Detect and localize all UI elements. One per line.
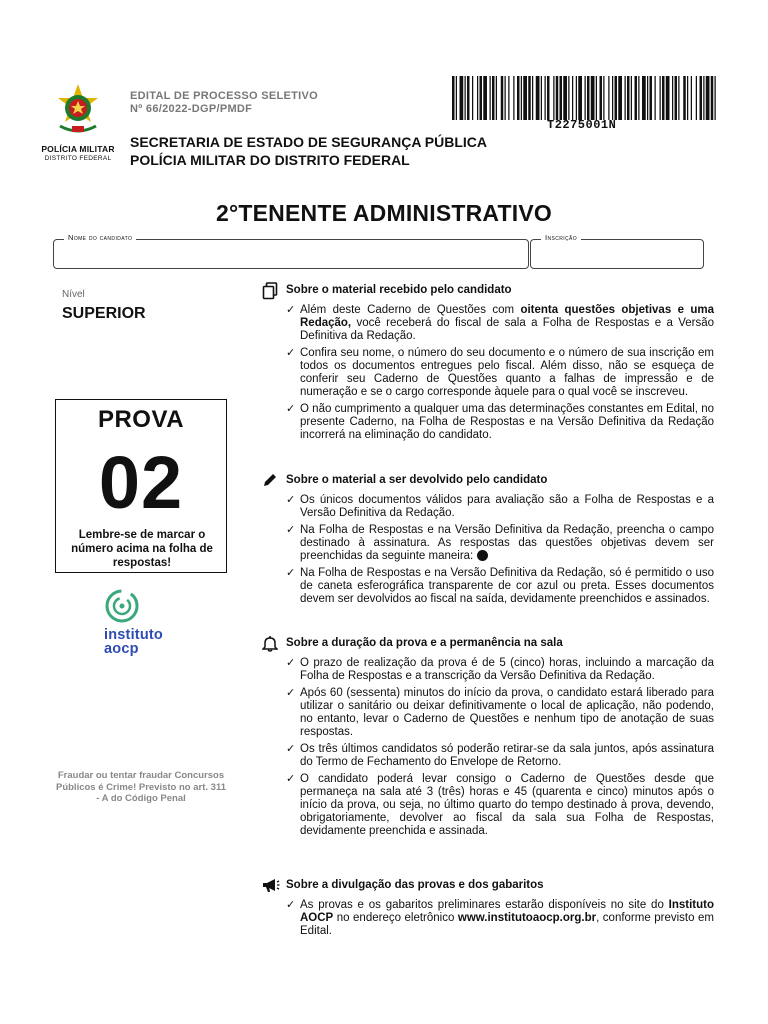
check-icon: ✓: [286, 347, 296, 359]
barcode-bar: [528, 76, 531, 120]
barcode-bar: [655, 76, 656, 120]
barcode-bar: [603, 76, 604, 120]
barcode-bar: [638, 76, 639, 120]
barcode-bar: [585, 76, 586, 120]
pencil-icon: [262, 472, 278, 488]
aocp-wordmark: [104, 628, 163, 656]
barcode-bar: [706, 76, 710, 120]
barcode-bar: [711, 76, 714, 120]
nivel-value: SUPERIOR: [62, 305, 146, 322]
barcode-bar: [687, 76, 688, 120]
list-item: ✓ Os três últimos candidatos só poderão retirar-se da sala juntos, após assinatura do Termo de Fechamento do Envelope de Retorno.: [286, 743, 714, 768]
section-material-devolvido: [262, 474, 714, 610]
barcode-bar: [467, 76, 470, 120]
prova-number: 02: [98, 441, 184, 524]
list-item: ✓ Na Folha de Respostas e na Versão Definitiva da Redação, só é permitido o uso de caneta esferográfica transparente de cor azul ou preta. Esses documentos devem ser devolvidos ao fiscal na saída, devidamente preenchidos e assinados.: [286, 567, 714, 605]
barcode-bar: [523, 76, 527, 120]
section-title: Sobre a duração da prova e a permanência na sala: [286, 637, 563, 649]
section-title: Sobre o material recebido pelo candidato: [286, 284, 512, 296]
barcode-bar: [532, 76, 533, 120]
section-header: [262, 284, 714, 300]
crime-warning: Fraudar ou tentar fraudar Concursos Públicos é Crime! Previsto no art. 311 - A do Código Penal: [55, 770, 226, 804]
barcode-bar: [618, 76, 622, 120]
section-header: [262, 474, 714, 490]
barcode-bar: [635, 76, 638, 120]
barcode-bar: [536, 76, 540, 120]
check-icon: ✓: [286, 773, 296, 785]
aocp-emblem-icon: [104, 588, 140, 624]
barcode-bar: [576, 76, 577, 120]
barcode-bar: [666, 76, 670, 120]
barcode-bar: [505, 76, 506, 120]
prova-note: Lembre-se de marcar o número acima na folha de respostas!: [71, 529, 213, 569]
barcode-bar: [492, 76, 495, 120]
agency-block: [130, 133, 487, 169]
aocp-line-1: instituto: [104, 627, 163, 643]
pmdf-logo: [38, 82, 118, 166]
barcode-bar: [483, 76, 487, 120]
aocp-logo: [100, 588, 190, 658]
inscricao-label: Inscrição: [541, 233, 581, 242]
barcode: [452, 76, 718, 120]
edital-info: [130, 90, 318, 116]
barcode-bar: [600, 76, 603, 120]
check-icon: ✓: [286, 567, 296, 579]
edital-line-2: Nº 66/2022-DGP/PMDF: [130, 103, 253, 115]
check-icon: ✓: [286, 743, 296, 755]
barcode-bar: [587, 76, 590, 120]
barcode-bar: [547, 76, 550, 120]
list-item: ✓ As provas e os gabaritos preliminares estarão disponíveis no site do Instituto AOCP no endereço eletrônico www.institutoaocp.org.br, conforme previsto em Edital.: [286, 899, 714, 937]
barcode-bar: [625, 76, 626, 120]
policia-name: POLÍCIA MILITAR DO DISTRITO FEDERAL: [130, 152, 410, 168]
barcode-bar: [660, 76, 661, 120]
pmdf-emblem-icon: [50, 82, 106, 142]
list-item: ✓ Após 60 (sessenta) minutos do início da prova, o candidato estará liberado para utilizar o sanitário ou deixar definitivamente o local de aplicação, não podendo, no entanto, levar o Caderno de Questões e nenhum tipo de anotação de suas respostas.: [286, 687, 714, 738]
megaphone-icon: [262, 877, 280, 893]
barcode-bar: [631, 76, 632, 120]
barcode-bar: [560, 76, 563, 120]
inscricao-field[interactable]: [530, 233, 704, 269]
document-copy-icon: [262, 282, 278, 300]
barcode-bar: [472, 76, 473, 120]
section-divulgacao: [262, 879, 714, 942]
check-icon: ✓: [286, 899, 296, 911]
barcode-bar: [517, 76, 520, 120]
barcode-bar: [496, 76, 497, 120]
barcode-bar: [556, 76, 559, 120]
prova-box: [55, 399, 227, 573]
barcode-bar: [596, 76, 597, 120]
barcode-number: T2275001N: [547, 118, 617, 132]
section-header: [262, 637, 714, 653]
barcode-bar: [678, 76, 679, 120]
barcode-bar: [521, 76, 522, 120]
barcode-bar: [591, 76, 595, 120]
check-icon: ✓: [286, 524, 296, 536]
prova-title: PROVA: [97, 406, 185, 433]
section-material-recebido: [262, 284, 714, 446]
edital-line-1: EDITAL DE PROCESSO SELETIVO: [130, 90, 318, 102]
filled-bubble-icon: [477, 550, 488, 561]
barcode-bar: [568, 76, 569, 120]
aocp-line-2: aocp: [104, 641, 139, 657]
barcode-bar: [642, 76, 646, 120]
barcode-bar: [477, 76, 478, 120]
list-item: ✓ O prazo de realização da prova é de 5 (cinco) horas, incluindo a marcação da Folha de Respostas e a transcrição da Versão Definitiva da Redação.: [286, 657, 714, 682]
section-title: Sobre a divulgação das provas e dos gabaritos: [286, 879, 544, 891]
barcode-bar: [662, 76, 665, 120]
barcode-bar: [508, 76, 509, 120]
barcode-bar: [700, 76, 703, 120]
check-icon: ✓: [286, 304, 296, 316]
barcode-bar: [501, 76, 504, 120]
barcode-bar: [553, 76, 554, 120]
candidate-name-label: Nome do candidato: [64, 233, 136, 242]
list-item: ✓ O não cumprimento a qualquer uma das determinações constantes em Edital, no presente Caderno, na Folha de Respostas e na Versão Definitiva da Redação incorrerá na eliminação do candidato.: [286, 403, 714, 441]
barcode-bar: [460, 76, 464, 120]
barcode-bar: [683, 76, 686, 120]
barcode-bar: [703, 76, 704, 120]
barcode-bar: [650, 76, 653, 120]
barcode-bar: [541, 76, 542, 120]
candidate-name-field[interactable]: [53, 233, 529, 269]
barcode-bar: [513, 76, 514, 120]
section-title: Sobre o material a ser devolvido pelo candidato: [286, 474, 548, 486]
barcode-bar: [696, 76, 697, 120]
bell-icon: [262, 635, 278, 652]
barcode-bar: [480, 76, 483, 120]
barcode-bar: [672, 76, 673, 120]
barcode-bar: [608, 76, 609, 120]
barcode-bar: [465, 76, 466, 120]
barcode-bar: [647, 76, 648, 120]
org-name: POLÍCIA MILITAR: [41, 144, 115, 154]
org-subtitle: DISTRITO FEDERAL: [44, 155, 112, 162]
nivel-label: Nível: [62, 289, 85, 300]
secretaria-name: SECRETARIA DE ESTADO DE SEGURANÇA PÚBLICA: [130, 134, 488, 150]
barcode-bar: [545, 76, 546, 120]
barcode-bar: [452, 76, 455, 120]
list-item: ✓ O candidato poderá levar consigo o Caderno de Questões desde que permaneça na sala até 3 (três) horas e 45 (quarenta e cinco) minutos após o início da prova, ou seja, no último quarto do tempo destinado à prova, devendo, obrigatoriamente, devolver ao fiscal da sala sua Folha de Respostas, devidamente preenchida e assinada.: [286, 773, 714, 837]
barcode-bar: [578, 76, 582, 120]
barcode-bar: [627, 76, 630, 120]
barcode-bar: [612, 76, 613, 120]
barcode-bar: [490, 76, 491, 120]
barcode-bar: [572, 76, 573, 120]
barcode-bar: [563, 76, 567, 120]
list-item: ✓ Além deste Caderno de Questões com oitenta questões objetivas e uma Redação, você receberá do fiscal de sala a Folha de Respostas e a Versão Definitiva da Redação.: [286, 304, 715, 342]
section-header: [262, 879, 714, 895]
barcode-bar: [715, 76, 716, 120]
barcode-bar: [675, 76, 678, 120]
list-item: ✓ Confira seu nome, o número do seu documento e o número de sua inscrição em todos os documentos entregues pelo fiscal. Além disso, não se esqueça de conferir seu Caderno de Questões quanto a falhas de impressão e de numeração e se o cargo corresponde àquele para o qual você se inscreveu.: [286, 347, 714, 398]
list-item: ✓ Na Folha de Respostas e na Versão Definitiva da Redação, preencha o campo destinado à assinatura. As respostas das questões objetivas devem ser preenchidas da seguinte maneira:: [286, 524, 714, 562]
barcode-bar: [615, 76, 618, 120]
check-icon: ✓: [286, 657, 296, 669]
section-duracao: [262, 637, 714, 842]
check-icon: ✓: [286, 687, 296, 699]
barcode-bar: [456, 76, 457, 120]
check-icon: ✓: [286, 494, 296, 506]
barcode-bar: [691, 76, 692, 120]
check-icon: ✓: [286, 403, 296, 415]
list-item: ✓ Os únicos documentos válidos para avaliação são a Folha de Respostas e a Versão Definitiva da Redação.: [286, 494, 714, 519]
exam-title: 2°TENENTE ADMINISTRATIVO: [215, 200, 552, 226]
